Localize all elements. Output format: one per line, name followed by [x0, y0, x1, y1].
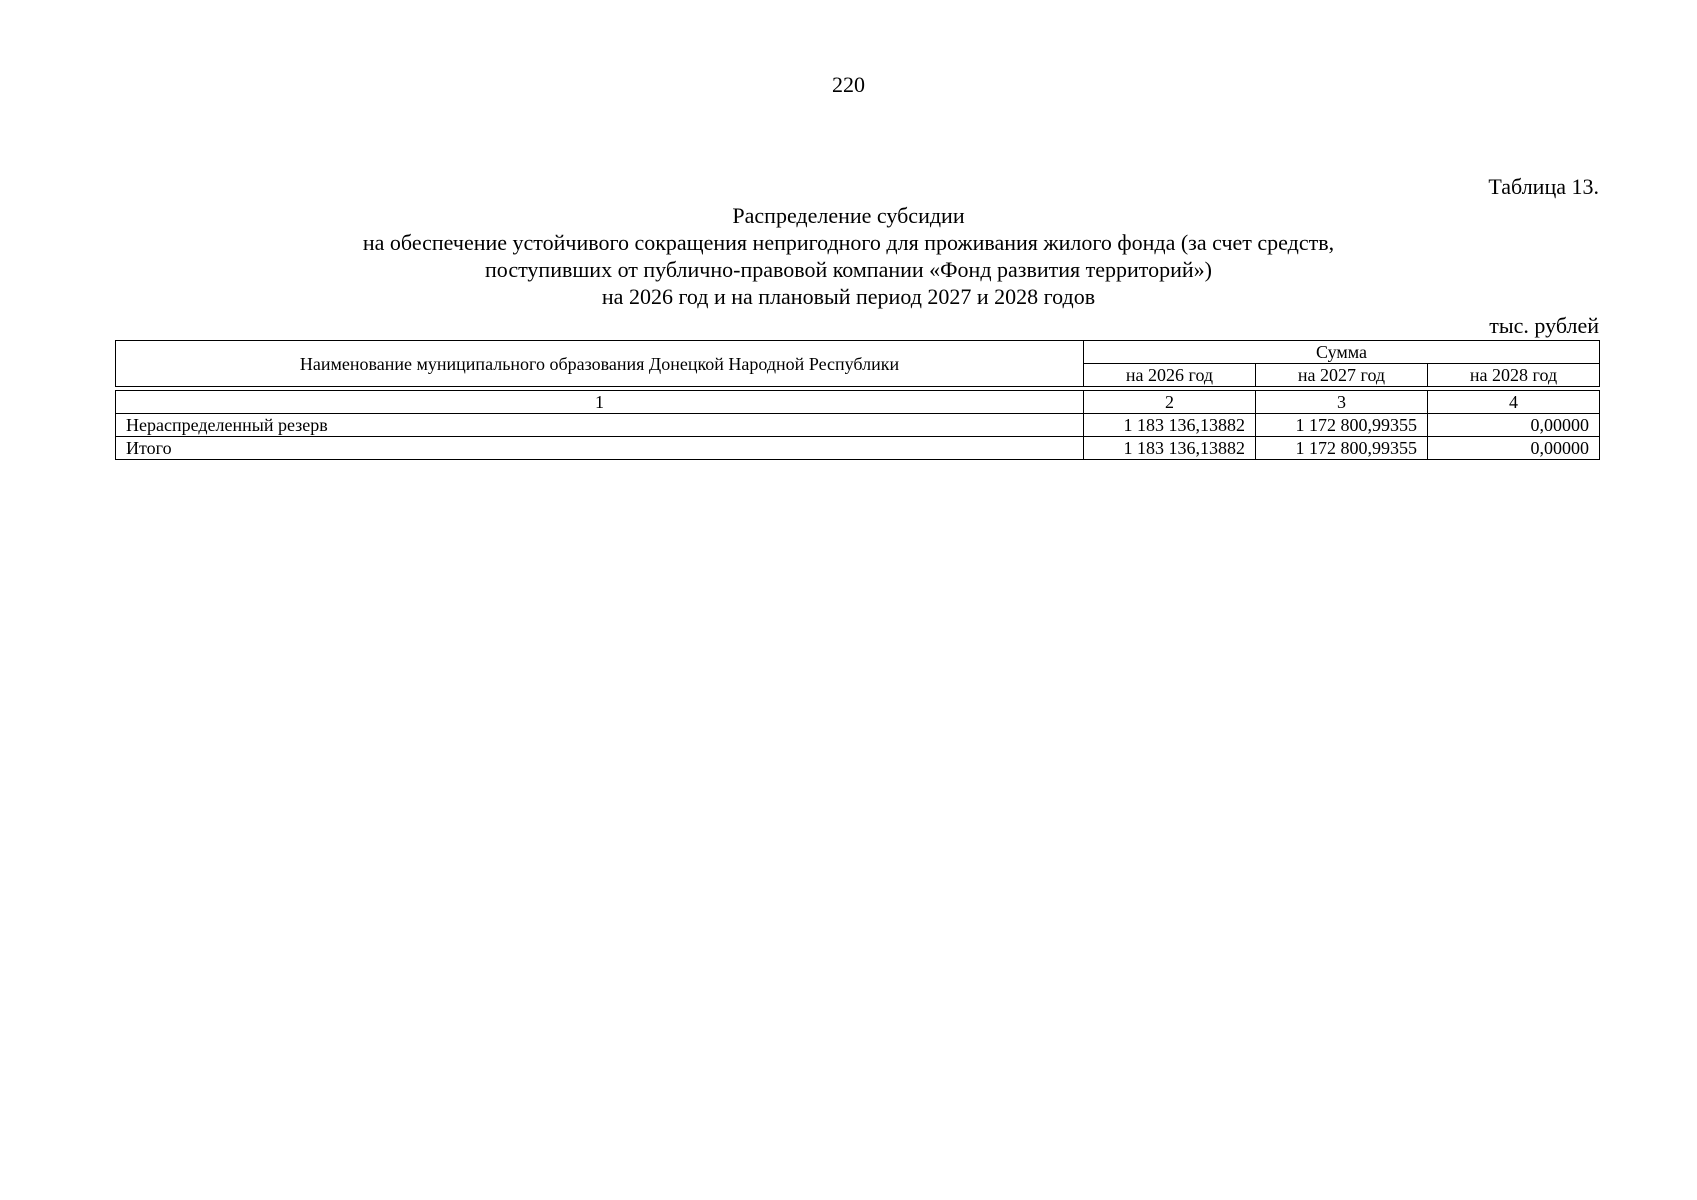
header-sum-group: Сумма [1084, 341, 1600, 364]
title-line-1: Распределение субсидии [732, 203, 965, 228]
row-value-2026: 1 183 136,13882 [1084, 437, 1256, 460]
table-row [116, 414, 1600, 437]
column-number-2: 2 [1084, 391, 1256, 414]
title-line-4: на 2026 год и на плановый период 2027 и 2028 годов [601, 284, 1096, 309]
subsidy-table [115, 340, 1599, 460]
header-year-2028: на 2028 год [1428, 364, 1600, 387]
units-label: тыс. рублей [1489, 313, 1599, 338]
table-row-total [116, 437, 1600, 460]
header-year-2026: на 2026 год [1084, 364, 1256, 387]
column-number-3: 3 [1256, 391, 1428, 414]
title-line-3: поступивших от публично-правовой компании «Фонд развития территорий») [485, 257, 1212, 282]
data-table [115, 340, 1600, 460]
document-title [0, 202, 1697, 310]
column-number-4: 4 [1428, 391, 1600, 414]
table-label: Таблица 13. [1488, 174, 1599, 199]
page-number: 220 [832, 72, 865, 97]
row-value-2028: 0,00000 [1428, 414, 1600, 437]
title-line-2: на обеспечение устойчивого сокращения непригодного для проживания жилого фонда (за счет средств, [362, 230, 1335, 255]
row-value-2027: 1 172 800,99355 [1256, 414, 1428, 437]
row-name: Нераспределенный резерв [116, 414, 1084, 437]
column-number-1: 1 [116, 391, 1084, 414]
row-value-2026: 1 183 136,13882 [1084, 414, 1256, 437]
header-row-1 [116, 341, 1600, 364]
row-name: Итого [116, 437, 1084, 460]
header-year-2027: на 2027 год [1256, 364, 1428, 387]
column-number-row [116, 391, 1600, 414]
header-name-column: Наименование муниципального образования Донецкой Народной Республики [116, 341, 1084, 387]
row-value-2028: 0,00000 [1428, 437, 1600, 460]
row-value-2027: 1 172 800,99355 [1256, 437, 1428, 460]
